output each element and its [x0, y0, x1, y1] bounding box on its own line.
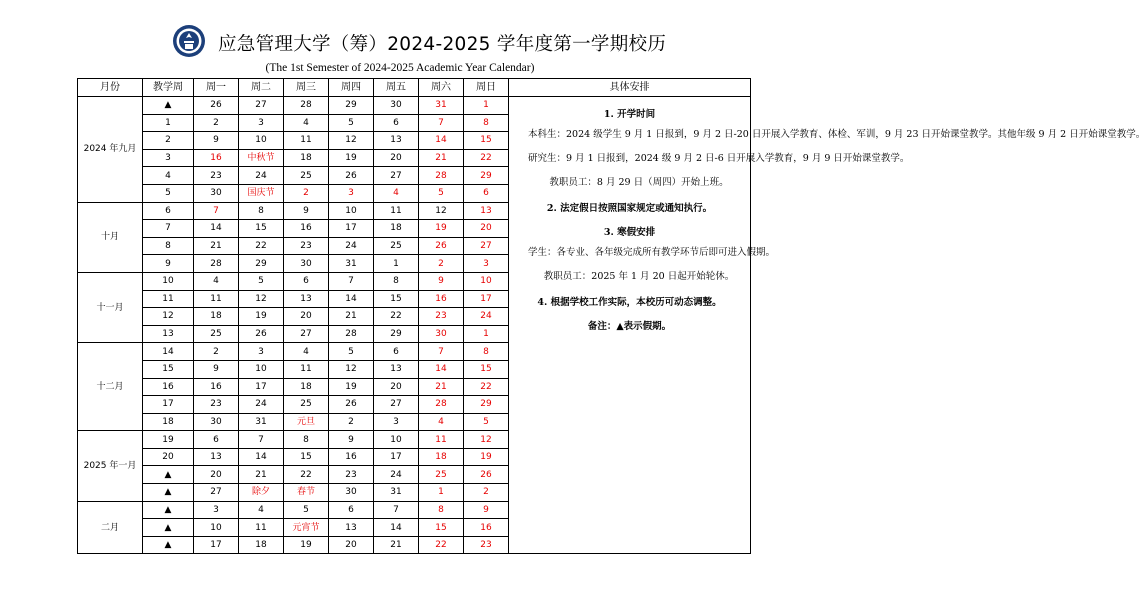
week-number-cell: 1 [143, 114, 194, 132]
arrangement-text [509, 97, 1145, 337]
day-cell: 1 [464, 325, 509, 343]
day-cell: 7 [419, 114, 464, 132]
day-cell: 27 [374, 396, 419, 414]
day-cell: 19 [239, 308, 284, 326]
day-cell: 10 [374, 431, 419, 449]
day-cell: 30 [419, 325, 464, 343]
day-cell: 5 [284, 501, 329, 519]
week-number-cell: 11 [143, 290, 194, 308]
page-subtitle: (The 1st Semester of 2024-2025 Academic Year Calendar) [265, 62, 535, 74]
day-cell: 27 [284, 325, 329, 343]
day-cell: 22 [419, 536, 464, 554]
day-cell: 15 [419, 519, 464, 537]
column-header: 具体安排 [509, 79, 751, 97]
day-cell: 7 [374, 501, 419, 519]
week-number-cell: 16 [143, 378, 194, 396]
day-cell: 6 [374, 343, 419, 361]
week-number-cell: ▲ [143, 501, 194, 519]
day-cell: 27 [194, 484, 239, 502]
day-cell: 13 [284, 290, 329, 308]
day-cell: 17 [464, 290, 509, 308]
day-cell: 4 [239, 501, 284, 519]
column-header: 周六 [419, 79, 464, 97]
day-cell: 31 [374, 484, 419, 502]
day-cell: 26 [419, 237, 464, 255]
day-cell: 元旦 [284, 413, 329, 431]
day-cell: 16 [194, 378, 239, 396]
day-cell: 10 [464, 272, 509, 290]
day-cell: 2 [464, 484, 509, 502]
day-cell: 13 [194, 448, 239, 466]
day-cell: 2 [194, 343, 239, 361]
day-cell: 5 [464, 413, 509, 431]
day-cell: 22 [464, 149, 509, 167]
day-cell: 19 [329, 149, 374, 167]
day-cell: 22 [239, 237, 284, 255]
day-cell: 7 [194, 202, 239, 220]
day-cell: 20 [284, 308, 329, 326]
day-cell: 17 [374, 448, 419, 466]
day-cell: 12 [419, 202, 464, 220]
day-cell: 23 [194, 167, 239, 185]
day-cell: 19 [329, 378, 374, 396]
day-cell: 3 [239, 114, 284, 132]
day-cell: 25 [374, 237, 419, 255]
day-cell: 6 [194, 431, 239, 449]
day-cell: 29 [374, 325, 419, 343]
day-cell: 17 [194, 536, 239, 554]
day-cell: 14 [419, 132, 464, 150]
arrangement-panel [509, 97, 1145, 554]
staff-note: 教职员工：8 月 29 日（周四）开始上班。 [549, 177, 729, 188]
week-number-cell: 19 [143, 431, 194, 449]
day-cell: 26 [329, 396, 374, 414]
day-cell: 28 [419, 167, 464, 185]
day-cell: 13 [464, 202, 509, 220]
day-cell: 9 [464, 501, 509, 519]
day-cell: 中秋节 [239, 149, 284, 167]
day-cell: 6 [374, 114, 419, 132]
day-cell: 20 [374, 149, 419, 167]
section-holiday-heading: 2. 法定假日按照国家规定或通知执行。 [546, 203, 713, 214]
day-cell: 25 [419, 466, 464, 484]
week-number-cell: 5 [143, 184, 194, 202]
day-cell: 28 [194, 255, 239, 273]
day-cell: 21 [329, 308, 374, 326]
day-cell: 1 [464, 97, 509, 115]
day-cell: 28 [419, 396, 464, 414]
day-cell: 12 [239, 290, 284, 308]
page-title: 应急管理大学（筹）2024-2025 学年度第一学期校历 [218, 34, 667, 55]
day-cell: 17 [239, 378, 284, 396]
day-cell: 20 [329, 536, 374, 554]
day-cell: 30 [194, 184, 239, 202]
day-cell: 3 [464, 255, 509, 273]
day-cell: 27 [374, 167, 419, 185]
week-number-cell: 20 [143, 448, 194, 466]
day-cell: 28 [329, 325, 374, 343]
day-cell: 30 [374, 97, 419, 115]
day-cell: 21 [239, 466, 284, 484]
day-cell: 29 [239, 255, 284, 273]
day-cell: 15 [239, 220, 284, 238]
day-cell: 18 [419, 448, 464, 466]
day-cell: 8 [284, 431, 329, 449]
week-number-cell: 8 [143, 237, 194, 255]
day-cell: 3 [194, 501, 239, 519]
week-number-cell: 12 [143, 308, 194, 326]
day-cell: 元宵节 [284, 519, 329, 537]
day-cell: 14 [374, 519, 419, 537]
day-cell: 6 [329, 501, 374, 519]
day-cell: 23 [464, 536, 509, 554]
day-cell: 11 [419, 431, 464, 449]
week-number-cell: ▲ [143, 466, 194, 484]
day-cell: 9 [284, 202, 329, 220]
column-header: 周一 [194, 79, 239, 97]
day-cell: 14 [419, 360, 464, 378]
day-cell: 20 [464, 220, 509, 238]
column-header: 周三 [284, 79, 329, 97]
day-cell: 31 [329, 255, 374, 273]
day-cell: 15 [284, 448, 329, 466]
university-emblem-icon [172, 24, 206, 58]
month-cell: 二月 [78, 501, 143, 554]
day-cell: 30 [194, 413, 239, 431]
day-cell: 13 [329, 519, 374, 537]
day-cell: 4 [419, 413, 464, 431]
day-cell: 23 [329, 466, 374, 484]
column-header: 月份 [78, 79, 143, 97]
day-cell: 除夕 [239, 484, 284, 502]
day-cell: 5 [419, 184, 464, 202]
day-cell: 11 [239, 519, 284, 537]
day-cell: 30 [329, 484, 374, 502]
day-cell: 16 [464, 519, 509, 537]
week-number-cell: 2 [143, 132, 194, 150]
day-cell: 27 [464, 237, 509, 255]
day-cell: 29 [464, 167, 509, 185]
day-cell: 24 [329, 237, 374, 255]
day-cell: 7 [329, 272, 374, 290]
day-cell: 24 [239, 396, 284, 414]
day-cell: 23 [194, 396, 239, 414]
day-cell: 22 [464, 378, 509, 396]
day-cell: 24 [239, 167, 284, 185]
day-cell: 15 [464, 360, 509, 378]
calendar-header [0, 0, 800, 78]
day-cell: 8 [374, 272, 419, 290]
day-cell: 18 [284, 378, 329, 396]
day-cell: 8 [464, 114, 509, 132]
day-cell: 18 [239, 536, 284, 554]
day-cell: 18 [374, 220, 419, 238]
day-cell: 9 [329, 431, 374, 449]
column-header: 周日 [464, 79, 509, 97]
day-cell: 31 [419, 97, 464, 115]
day-cell: 2 [284, 184, 329, 202]
day-cell: 14 [329, 290, 374, 308]
day-cell: 24 [464, 308, 509, 326]
section-winter-heading: 3. 寒假安排 [603, 227, 656, 238]
week-number-cell: 17 [143, 396, 194, 414]
table-row [78, 97, 751, 115]
day-cell: 26 [194, 97, 239, 115]
day-cell: 5 [329, 343, 374, 361]
day-cell: 13 [374, 360, 419, 378]
day-cell: 5 [239, 272, 284, 290]
graduate-note: 研究生：9 月 1 日报到，2024 级 9 月 2 日-6 日开展入学教育，9 月 9 日开始课堂教学。 [528, 153, 910, 164]
day-cell: 5 [329, 114, 374, 132]
day-cell: 11 [284, 360, 329, 378]
week-number-cell: 18 [143, 413, 194, 431]
day-cell: 6 [464, 184, 509, 202]
week-number-cell: 7 [143, 220, 194, 238]
day-cell: 6 [284, 272, 329, 290]
semester-calendar-table [77, 78, 1145, 554]
day-cell: 7 [419, 343, 464, 361]
day-cell: 3 [329, 184, 374, 202]
table-header-row [78, 79, 751, 97]
week-number-cell: 3 [143, 149, 194, 167]
day-cell: 12 [329, 360, 374, 378]
day-cell: 22 [284, 466, 329, 484]
day-cell: 1 [419, 484, 464, 502]
week-number-cell: 4 [143, 167, 194, 185]
day-cell: 3 [374, 413, 419, 431]
day-cell: 11 [194, 290, 239, 308]
day-cell: 国庆节 [239, 184, 284, 202]
section-opening-heading: 1. 开学时间 [603, 109, 656, 120]
day-cell: 13 [374, 132, 419, 150]
day-cell: 3 [239, 343, 284, 361]
day-cell: 18 [284, 149, 329, 167]
day-cell: 10 [194, 519, 239, 537]
day-cell: 12 [464, 431, 509, 449]
column-header: 教学周 [143, 79, 194, 97]
week-number-cell: 10 [143, 272, 194, 290]
day-cell: 14 [194, 220, 239, 238]
day-cell: 4 [194, 272, 239, 290]
month-cell: 2025 年一月 [78, 431, 143, 501]
week-number-cell: ▲ [143, 536, 194, 554]
month-cell: 2024 年九月 [78, 97, 143, 203]
day-cell: 2 [329, 413, 374, 431]
day-cell: 25 [284, 167, 329, 185]
day-cell: 31 [239, 413, 284, 431]
day-cell: 春节 [284, 484, 329, 502]
day-cell: 12 [329, 132, 374, 150]
day-cell: 26 [464, 466, 509, 484]
day-cell: 16 [329, 448, 374, 466]
day-cell: 10 [239, 132, 284, 150]
day-cell: 1 [374, 255, 419, 273]
day-cell: 22 [374, 308, 419, 326]
day-cell: 28 [284, 97, 329, 115]
day-cell: 16 [419, 290, 464, 308]
day-cell: 9 [419, 272, 464, 290]
day-cell: 11 [284, 132, 329, 150]
day-cell: 24 [374, 466, 419, 484]
day-cell: 29 [464, 396, 509, 414]
day-cell: 29 [329, 97, 374, 115]
day-cell: 8 [239, 202, 284, 220]
legend-note: 备注：▲表示假期。 [587, 321, 672, 332]
day-cell: 2 [194, 114, 239, 132]
day-cell: 26 [329, 167, 374, 185]
day-cell: 4 [284, 114, 329, 132]
week-number-cell: 6 [143, 202, 194, 220]
winter-staff-note: 教职员工：2025 年 1 月 20 日起开始轮休。 [543, 271, 735, 282]
day-cell: 14 [239, 448, 284, 466]
day-cell: 21 [374, 536, 419, 554]
day-cell: 21 [419, 149, 464, 167]
column-header: 周四 [329, 79, 374, 97]
section-adjust-heading: 4. 根据学校工作实际，本校历可动态调整。 [537, 297, 722, 308]
week-number-cell: 15 [143, 360, 194, 378]
day-cell: 25 [284, 396, 329, 414]
month-cell: 十月 [78, 202, 143, 272]
day-cell: 19 [284, 536, 329, 554]
winter-student-note: 学生：各专业、各年级完成所有教学环节后即可进入假期。 [528, 247, 776, 258]
day-cell: 2 [419, 255, 464, 273]
day-cell: 20 [374, 378, 419, 396]
day-cell: 10 [329, 202, 374, 220]
day-cell: 10 [239, 360, 284, 378]
week-number-cell: 9 [143, 255, 194, 273]
day-cell: 25 [194, 325, 239, 343]
column-header: 周二 [239, 79, 284, 97]
week-number-cell: 13 [143, 325, 194, 343]
undergrad-note: 本科生：2024 级学生 9 月 1 日报到，9 月 2 日-20 日开展入学教育、体检、军训，9 月 23 日开始课堂教学。其他年级 9 月 2 日开始课堂教学。 [528, 129, 1145, 140]
day-cell: 8 [419, 501, 464, 519]
day-cell: 21 [194, 237, 239, 255]
day-cell: 27 [239, 97, 284, 115]
day-cell: 11 [374, 202, 419, 220]
day-cell: 19 [419, 220, 464, 238]
day-cell: 21 [419, 378, 464, 396]
day-cell: 20 [194, 466, 239, 484]
week-number-cell: ▲ [143, 97, 194, 115]
day-cell: 7 [239, 431, 284, 449]
week-number-cell: 14 [143, 343, 194, 361]
day-cell: 16 [284, 220, 329, 238]
week-number-cell: ▲ [143, 484, 194, 502]
day-cell: 30 [284, 255, 329, 273]
week-number-cell: ▲ [143, 519, 194, 537]
day-cell: 15 [464, 132, 509, 150]
day-cell: 26 [239, 325, 284, 343]
day-cell: 4 [284, 343, 329, 361]
day-cell: 4 [374, 184, 419, 202]
day-cell: 19 [464, 448, 509, 466]
day-cell: 23 [419, 308, 464, 326]
day-cell: 17 [329, 220, 374, 238]
month-cell: 十二月 [78, 343, 143, 431]
day-cell: 9 [194, 132, 239, 150]
day-cell: 9 [194, 360, 239, 378]
day-cell: 8 [464, 343, 509, 361]
day-cell: 16 [194, 149, 239, 167]
day-cell: 18 [194, 308, 239, 326]
month-cell: 十一月 [78, 272, 143, 342]
day-cell: 15 [374, 290, 419, 308]
column-header: 周五 [374, 79, 419, 97]
day-cell: 23 [284, 237, 329, 255]
